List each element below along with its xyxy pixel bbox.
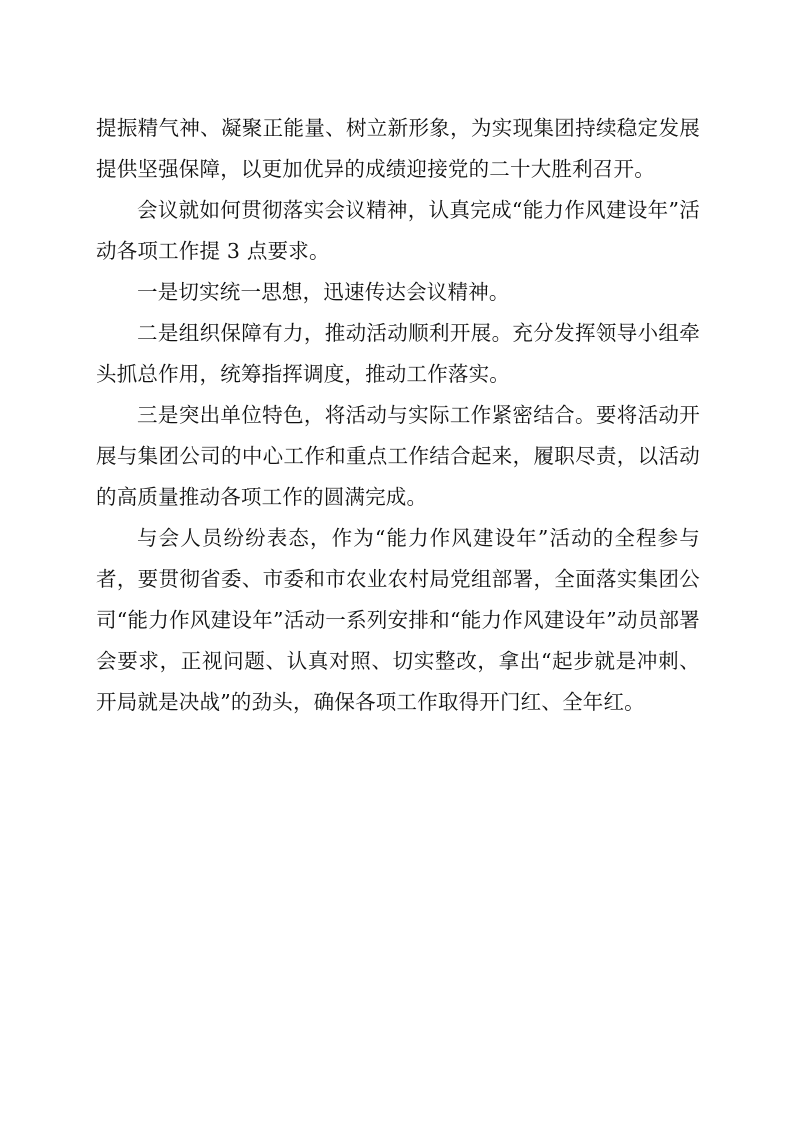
paragraph: 一是切实统一思想，迅速传达会议精神。	[137, 280, 510, 304]
paragraph: 二是组织保障有力，推动活动顺利开展。充分发挥领导小组牵头抓总作用，统筹指挥调度，推动工作落实。	[96, 321, 700, 386]
paragraph: 会议就如何贯彻落实会议精神，认真完成“能力作风建设年”活动各项工作提 3 点要求。	[96, 198, 700, 263]
document-body	[96, 108, 700, 723]
paragraph: 与会人员纷纷表态，作为“能力作风建设年”活动的全程参与者，要贯彻省委、市委和市农业农村局党组部署，全面落实集团公司“能力作风建设年”活动一系列安排和“能力作风建设年”动员部署会要求，正视问题、认真对照、切实整改，拿出“起步就是冲刺、开局就是决战”的劲头，确保各项工作取得开门红、全年红。	[96, 526, 700, 714]
paragraph: 三是突出单位特色，将活动与实际工作紧密结合。要将活动开展与集团公司的中心工作和重点工作结合起来，履职尽责，以活动的高质量推动各项工作的圆满完成。	[96, 403, 700, 509]
paragraph: 提振精气神、凝聚正能量、树立新形象，为实现集团持续稳定发展提供坚强保障，以更加优异的成绩迎接党的二十大胜利召开。	[96, 116, 700, 181]
